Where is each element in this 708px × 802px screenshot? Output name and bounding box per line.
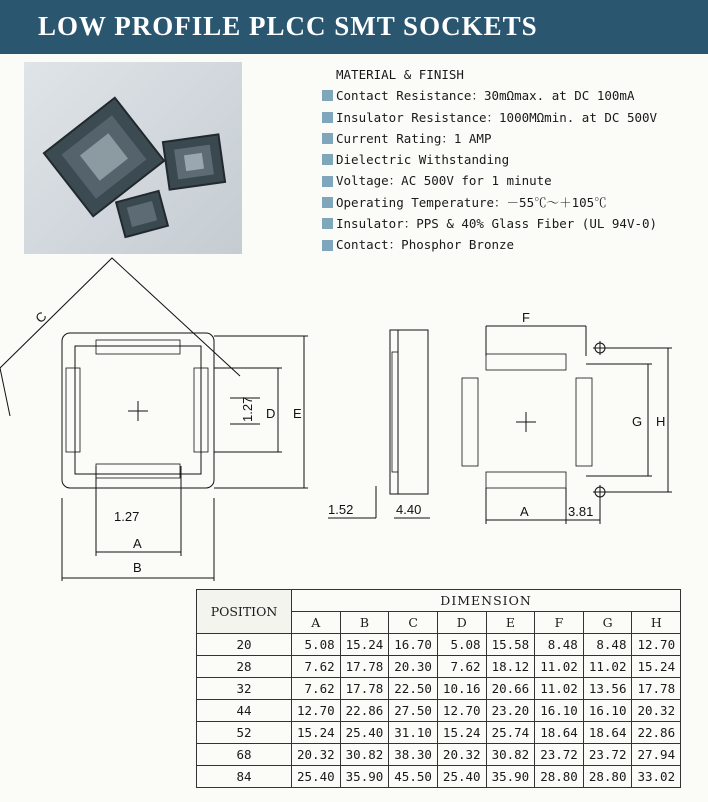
spec-item bbox=[322, 170, 702, 191]
label-g: G bbox=[632, 414, 643, 429]
dimension-cell: 38.30 bbox=[389, 744, 438, 766]
spec-item bbox=[322, 213, 702, 234]
dimension-cell: 22.50 bbox=[389, 678, 438, 700]
dimension-cell: 20.30 bbox=[389, 656, 438, 678]
spec-text: Dielectric Withstanding bbox=[336, 152, 510, 168]
spec-text: Insulator：PPS & 40% Glass Fiber (UL 94V-0) bbox=[336, 216, 658, 232]
dimension-header: DIMENSION bbox=[292, 590, 681, 612]
spec-item bbox=[322, 149, 702, 170]
position-cell: 52 bbox=[197, 722, 292, 744]
spec-item bbox=[322, 85, 702, 106]
dimension-cell: 25.40 bbox=[437, 766, 486, 788]
column-header: H bbox=[632, 612, 681, 634]
bullet-icon bbox=[322, 133, 333, 144]
dimension-cell: 8.48 bbox=[583, 634, 632, 656]
dimension-cell: 15.24 bbox=[437, 722, 486, 744]
dimension-cell: 20.32 bbox=[292, 744, 341, 766]
dimension-cell: 31.10 bbox=[389, 722, 438, 744]
dimension-cell: 7.62 bbox=[292, 678, 341, 700]
dimension-cell: 23.72 bbox=[583, 744, 632, 766]
table-row bbox=[197, 634, 681, 656]
bullet-icon bbox=[322, 240, 333, 251]
label-d: D bbox=[266, 406, 276, 421]
label-c: C bbox=[32, 308, 50, 326]
table-row bbox=[197, 766, 681, 788]
label-e: E bbox=[293, 406, 302, 421]
dimension-cell: 20.66 bbox=[486, 678, 535, 700]
position-cell: 28 bbox=[197, 656, 292, 678]
label-side-width: 4.40 bbox=[396, 502, 422, 517]
dimension-cell: 16.10 bbox=[583, 700, 632, 722]
position-cell: 68 bbox=[197, 744, 292, 766]
dimension-cell: 8.48 bbox=[535, 634, 584, 656]
spec-text: Operating Temperature：－55℃～＋105℃ bbox=[336, 194, 607, 210]
label-h: H bbox=[656, 414, 666, 429]
label-a-front: A bbox=[133, 536, 142, 551]
label-b-front: B bbox=[133, 560, 142, 575]
label-pitch-v: 1.27 bbox=[240, 396, 255, 422]
column-header: A bbox=[292, 612, 341, 634]
position-header: POSITION bbox=[197, 590, 292, 634]
spec-text: Insulator Resistance：1000MΩmin. at DC 500V bbox=[336, 109, 658, 125]
dimension-cell: 15.58 bbox=[486, 634, 535, 656]
dimension-cell: 35.90 bbox=[486, 766, 535, 788]
position-cell: 20 bbox=[197, 634, 292, 656]
bullet-icon bbox=[322, 154, 333, 165]
dimension-cell: 15.24 bbox=[340, 634, 389, 656]
bullet-icon bbox=[322, 218, 333, 229]
dimension-cell: 16.70 bbox=[389, 634, 438, 656]
dimension-cell: 12.70 bbox=[437, 700, 486, 722]
material-finish-list bbox=[322, 64, 702, 256]
spec-text: Current Rating：1 AMP bbox=[336, 130, 492, 146]
dimension-cell: 12.70 bbox=[632, 634, 681, 656]
label-side-height: 1.52 bbox=[328, 502, 354, 517]
page-title: LOW PROFILE PLCC SMT SOCKETS bbox=[38, 11, 538, 41]
column-header: B bbox=[340, 612, 389, 634]
dimension-cell: 15.24 bbox=[292, 722, 341, 744]
dimension-cell: 22.86 bbox=[632, 722, 681, 744]
dimension-cell: 18.64 bbox=[583, 722, 632, 744]
bullet-icon bbox=[322, 176, 333, 187]
label-pitch-h: 1.27 bbox=[114, 509, 140, 524]
dimension-cell: 16.10 bbox=[535, 700, 584, 722]
dimension-cell: 11.02 bbox=[535, 656, 584, 678]
label-a-pad: A bbox=[520, 504, 529, 519]
dimension-cell: 20.32 bbox=[632, 700, 681, 722]
dimension-cell: 10.16 bbox=[437, 678, 486, 700]
dimension-cell: 30.82 bbox=[486, 744, 535, 766]
bullet-icon bbox=[322, 90, 333, 101]
column-header: F bbox=[535, 612, 584, 634]
dimension-cell: 17.78 bbox=[340, 678, 389, 700]
bullet-icon bbox=[322, 197, 333, 208]
dimension-cell: 35.90 bbox=[340, 766, 389, 788]
table-row bbox=[197, 678, 681, 700]
table-row bbox=[197, 744, 681, 766]
socket-photo-illustration bbox=[24, 62, 242, 254]
dimension-cell: 5.08 bbox=[437, 634, 486, 656]
table-row bbox=[197, 700, 681, 722]
dimension-cell: 28.80 bbox=[535, 766, 584, 788]
dimension-cell: 23.20 bbox=[486, 700, 535, 722]
dimension-cell: 7.62 bbox=[292, 656, 341, 678]
dimension-cell: 27.94 bbox=[632, 744, 681, 766]
position-cell: 32 bbox=[197, 678, 292, 700]
dimension-cell: 17.78 bbox=[632, 678, 681, 700]
dimension-table bbox=[196, 589, 681, 788]
spec-item bbox=[322, 107, 702, 128]
dimension-cell: 18.12 bbox=[486, 656, 535, 678]
dimension-cell: 15.24 bbox=[632, 656, 681, 678]
dimension-cell: 25.74 bbox=[486, 722, 535, 744]
spec-item bbox=[322, 192, 702, 213]
dimension-cell: 30.82 bbox=[340, 744, 389, 766]
dimension-cell: 33.02 bbox=[632, 766, 681, 788]
table-row bbox=[197, 656, 681, 678]
dimension-cell: 5.08 bbox=[292, 634, 341, 656]
position-cell: 84 bbox=[197, 766, 292, 788]
dimension-cell: 12.70 bbox=[292, 700, 341, 722]
spec-item bbox=[322, 128, 702, 149]
dimension-drawing bbox=[0, 256, 708, 586]
dimension-cell: 25.40 bbox=[292, 766, 341, 788]
label-pad-length: 3.81 bbox=[568, 504, 594, 519]
dimension-cell: 22.86 bbox=[340, 700, 389, 722]
product-photo bbox=[24, 62, 242, 254]
dimension-cell: 20.32 bbox=[437, 744, 486, 766]
spec-text: Contact Resistance：30mΩmax. at DC 100mA bbox=[336, 88, 635, 104]
label-f: F bbox=[522, 310, 530, 325]
dimension-cell: 18.64 bbox=[535, 722, 584, 744]
column-header: G bbox=[583, 612, 632, 634]
dimension-cell: 28.80 bbox=[583, 766, 632, 788]
dimension-cell: 27.50 bbox=[389, 700, 438, 722]
material-heading: MATERIAL & FINISH bbox=[336, 67, 464, 82]
column-header: E bbox=[486, 612, 535, 634]
spec-item bbox=[322, 234, 702, 255]
title-bar bbox=[0, 0, 708, 54]
dimension-cell: 25.40 bbox=[340, 722, 389, 744]
dimension-cell: 45.50 bbox=[389, 766, 438, 788]
table-row bbox=[197, 722, 681, 744]
dimension-cell: 23.72 bbox=[535, 744, 584, 766]
dimension-cell: 17.78 bbox=[340, 656, 389, 678]
spec-text: Voltage：AC 500V for 1 minute bbox=[336, 173, 552, 189]
spec-text: Contact：Phosphor Bronze bbox=[336, 237, 515, 253]
position-cell: 44 bbox=[197, 700, 292, 722]
bullet-icon bbox=[322, 112, 333, 123]
column-header: C bbox=[389, 612, 438, 634]
dimension-cell: 7.62 bbox=[437, 656, 486, 678]
dimension-cell: 13.56 bbox=[583, 678, 632, 700]
dimension-cell: 11.02 bbox=[535, 678, 584, 700]
column-header: D bbox=[437, 612, 486, 634]
dimension-cell: 11.02 bbox=[583, 656, 632, 678]
